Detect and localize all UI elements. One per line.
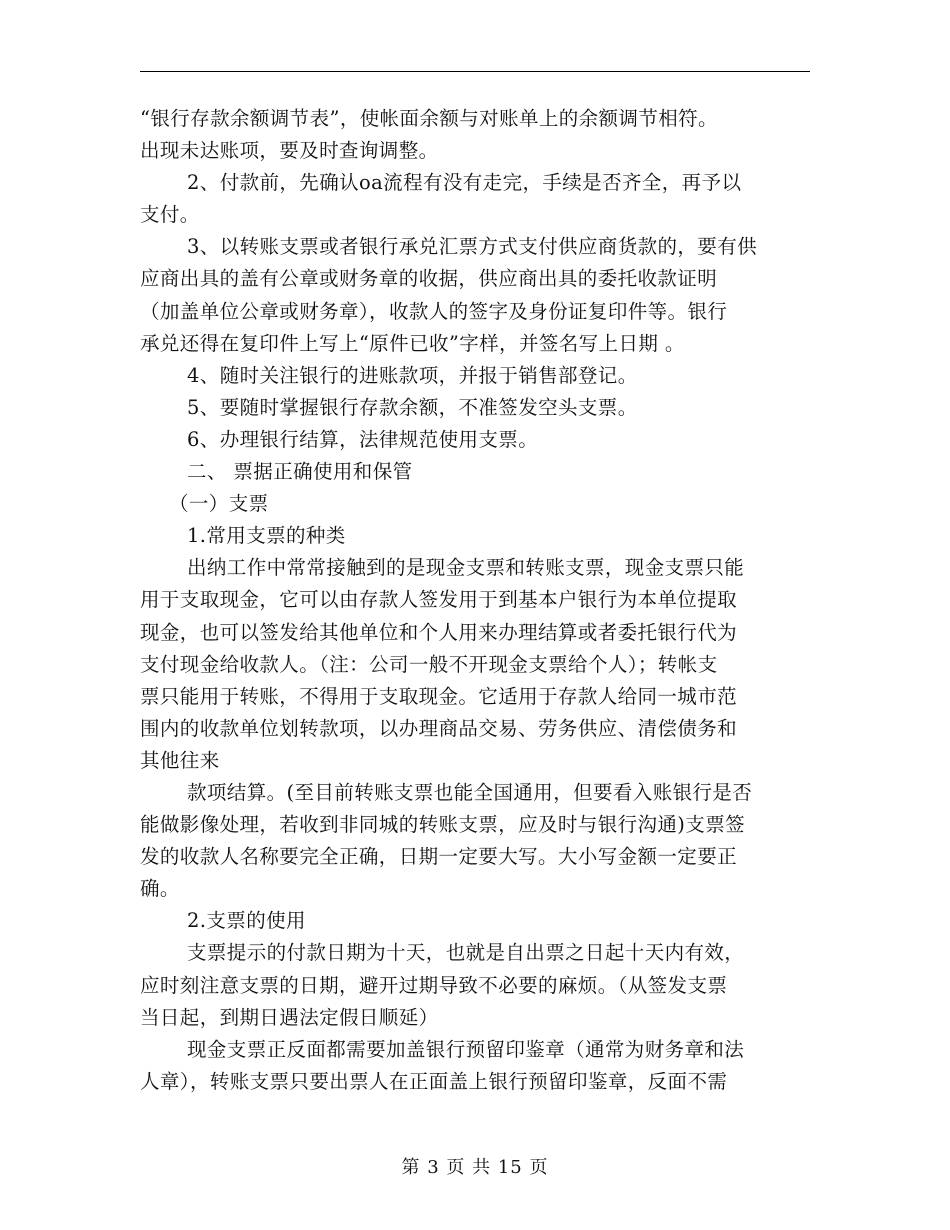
text-line: 出纳工作中常常接触到的是现金支票和转账支票，现金支票只能: [187, 556, 745, 580]
text-line: 当日起，到期日遇法定假日顺延）: [140, 1005, 439, 1029]
text-line: 3、以转账支票或者银行承兑汇票方式支付供应商货款的，要有供: [187, 235, 758, 259]
text-line: 款项结算。(至目前转账支票也能全国通用，但要看入账银行是否: [187, 780, 753, 804]
text-line: 支付现金给收款人。（注：公司一般不开现金支票给个人）；转帐支: [140, 652, 718, 676]
page-number-footer: 第 3 页 共 15 页: [401, 1157, 549, 1178]
subsection-heading: 2.支票的使用: [187, 909, 306, 933]
text-line: 人章），转账支票只要出票人在正面盖上银行预留印鉴章，反面不需: [140, 1069, 728, 1093]
text-line: 4、随时关注银行的进账款项，并报于销售部登记。: [187, 363, 638, 387]
document-body: [140, 103, 812, 1098]
text-line: 现金，也可以签发给其他单位和个人用来办理结算或者委托银行代为: [140, 620, 738, 644]
subsection-heading: （一）支票: [169, 492, 269, 516]
text-line: 应商出具的盖有公章或财务章的收据，供应商出具的委托收款证明: [140, 267, 718, 291]
text-line: 6、办理银行结算，法律规范使用支票。: [187, 427, 539, 451]
text-line: 确。: [140, 877, 180, 901]
text-line: 现金支票正反面都需要加盖银行预留印鉴章（通常为财务章和法: [187, 1037, 745, 1061]
text-line: （加盖单位公章或财务章），收款人的签字及身份证复印件等。银行: [140, 299, 728, 323]
text-line: 其他往来: [140, 748, 220, 772]
text-line: 承兑还得在复印件上写上“原件已收”字样，并签名写上日期 。: [140, 331, 685, 355]
subsection-heading: 1.常用支票的种类: [187, 524, 346, 548]
text-line: 能做影像处理，若收到非同城的转账支票，应及时与银行沟通)支票签: [140, 813, 746, 837]
text-line: 票只能用于转账，不得用于支取现金。它适用于存款人给同一城市范: [140, 684, 738, 708]
text-line: 支票提示的付款日期为十天，也就是自出票之日起十天内有效，: [187, 941, 745, 965]
text-line: 支付。: [140, 203, 200, 227]
text-line: 5、要随时掌握银行存款余额，不准签发空头支票。: [187, 395, 638, 419]
text-line: 2、付款前，先确认oa流程有没有走完，手续是否齐全，再予以: [187, 171, 742, 195]
text-line: 围内的收款单位划转款项，以办理商品交易、劳务供应、清偿债务和: [140, 716, 738, 740]
text-line: 发的收款人名称要完全正确，日期一定要大写。大小写金额一定要正: [140, 845, 738, 869]
text-line: 用于支取现金，它可以由存款人签发用于到基本户银行为本单位提取: [140, 588, 738, 612]
text-line: 应时刻注意支票的日期，避开过期导致不必要的麻烦。（从签发支票: [140, 973, 728, 997]
text-line: “银行存款余额调节表”，使帐面余额与对账单上的余额调节相符。: [140, 107, 718, 130]
text-line: 出现未达账项，要及时查询调整。: [140, 139, 439, 163]
section-heading: 二、 票据正确使用和保管: [187, 460, 413, 484]
header-rule: [140, 71, 810, 72]
